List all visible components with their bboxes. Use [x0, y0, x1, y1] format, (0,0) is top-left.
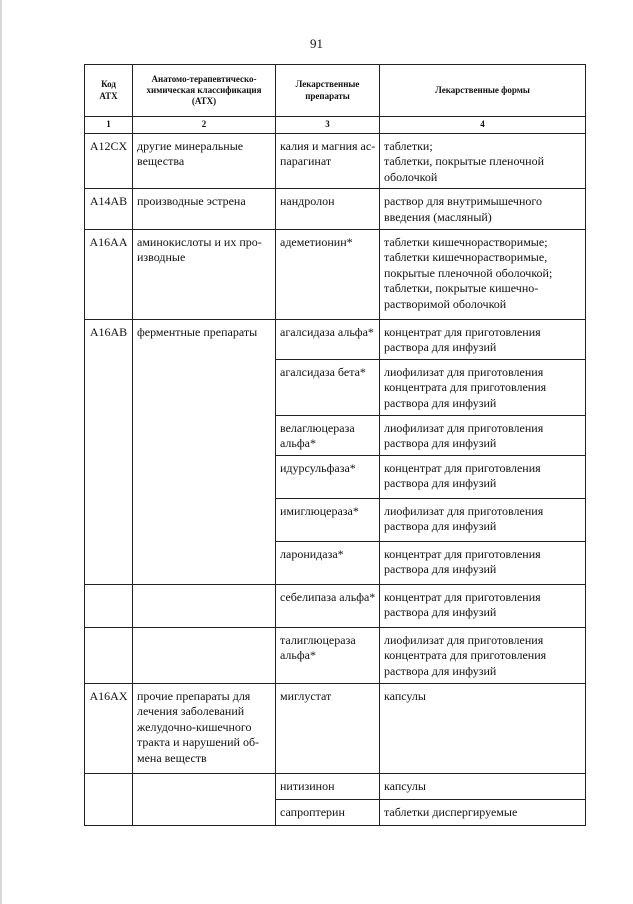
cell-text-line: желудочно-кишечного — [137, 719, 252, 734]
cell-text-line: мена веществ — [137, 750, 207, 765]
atx-code-cell: A16AA — [85, 229, 133, 319]
drug-name-cell — [276, 541, 380, 584]
dosage-form-cell — [380, 455, 586, 498]
cell-text-line: лиофилизат для приготовления — [384, 632, 544, 647]
cell-text-line: имиглюцераза* — [280, 503, 359, 518]
header-text: химическая классификация — [146, 84, 262, 95]
atx-code-cell: A14AB — [85, 189, 133, 229]
atx-code-cell: A12CX — [85, 133, 133, 189]
cell-text-line: талиглюцераза — [280, 632, 356, 647]
cell-text-line: таблетки, покрытые пленочной — [384, 154, 545, 169]
cell-text-line: раствора для инфузий — [384, 605, 497, 620]
cell-text-line: альфа* — [280, 436, 316, 451]
drug-name-cell — [276, 498, 380, 541]
table-row — [85, 189, 586, 229]
atx-code-cell — [85, 584, 133, 627]
header-text: АТХ — [99, 90, 118, 101]
dosage-form-cell — [380, 359, 586, 415]
classification-cell — [133, 189, 276, 229]
cell-text-line: велаглюцераза — [280, 420, 355, 435]
cell-text-line: себелипаза альфа* — [280, 589, 376, 604]
header-text: Лекарственные — [295, 79, 360, 90]
atx-code-cell — [85, 627, 133, 683]
column-number: 2 — [133, 117, 276, 134]
dosage-form-cell — [380, 133, 586, 189]
dosage-form-cell — [380, 319, 586, 359]
cell-text-line: раствора для инфузий — [384, 519, 497, 534]
atx-code-cell: A16AX — [85, 683, 133, 773]
cell-text-line: нандролон — [280, 194, 335, 209]
cell-text-line: лиофилизат для приготовления — [384, 420, 544, 435]
atx-table — [84, 64, 586, 826]
cell-text-line: парагинат — [280, 154, 332, 169]
column-number: 4 — [380, 117, 586, 134]
classification-cell — [133, 319, 276, 584]
dosage-form-cell — [380, 541, 586, 584]
table-header — [85, 65, 586, 134]
cell-text-line: раствора для инфузий — [384, 436, 497, 451]
classification-cell — [133, 683, 276, 773]
cell-text-line: миглустат — [280, 688, 332, 703]
classification-cell — [133, 627, 276, 683]
table-row — [85, 584, 586, 627]
cell-text-line: таблетки кишечнорастворимые; — [384, 234, 548, 249]
drug-name-cell — [276, 455, 380, 498]
table-row — [85, 133, 586, 189]
drug-name-cell — [276, 773, 380, 799]
atx-code-cell: A16AB — [85, 319, 133, 584]
cell-text-line: растворимой оболочкой — [384, 297, 507, 312]
dosage-form-cell — [380, 415, 586, 455]
cell-text-line: нитизинон — [280, 778, 335, 793]
header-forms — [380, 65, 586, 117]
drug-name-cell — [276, 359, 380, 415]
column-number: 1 — [85, 117, 133, 134]
cell-text-line: другие минеральные — [137, 138, 244, 153]
cell-text-line: таблетки, покрытые кишечно- — [384, 281, 539, 296]
cell-text-line: тракта и нарушений об- — [137, 735, 260, 750]
cell-text-line: концентрат для приготовления — [384, 460, 541, 475]
header-drugs — [276, 65, 380, 117]
cell-text-line: калия и магния ас- — [280, 138, 376, 153]
column-number: 3 — [276, 117, 380, 134]
drug-name-cell — [276, 683, 380, 773]
table-row — [85, 773, 586, 799]
dosage-form-cell — [380, 229, 586, 319]
header-classification — [133, 65, 276, 117]
cell-text-line: таблетки кишечнорастворимые, — [384, 250, 548, 265]
cell-text-line: лечения заболеваний — [137, 704, 245, 719]
dosage-form-cell — [380, 498, 586, 541]
classification-cell — [133, 773, 276, 825]
classification-cell — [133, 584, 276, 627]
drug-name-cell — [276, 799, 380, 825]
table-row — [85, 319, 586, 359]
cell-text-line: введения (масляный) — [384, 210, 492, 225]
table-row — [85, 229, 586, 319]
cell-text-line: вещества — [137, 154, 185, 169]
cell-text-line: раствора для инфузий — [384, 562, 497, 577]
cell-text-line: концентрата для приготовления — [384, 380, 547, 395]
cell-text-line: альфа* — [280, 648, 316, 663]
cell-text-line: агалсидаза альфа* — [280, 324, 374, 339]
cell-text-line: капсулы — [384, 778, 426, 793]
cell-text-line: раствора для инфузий — [384, 340, 497, 355]
drug-name-cell — [276, 627, 380, 683]
drug-name-cell — [276, 133, 380, 189]
cell-text-line: концентрат для приготовления — [384, 546, 541, 561]
cell-text-line: лиофилизат для приготовления — [384, 364, 544, 379]
cell-text-line: капсулы — [384, 688, 426, 703]
cell-text-line: сапроптерин — [280, 804, 345, 819]
cell-text-line: адеметионин* — [280, 234, 353, 249]
classification-cell — [133, 229, 276, 319]
dosage-form-cell — [380, 584, 586, 627]
cell-text-line: аминокислоты и их про- — [137, 234, 262, 249]
cell-text-line: концентрат для приготовления — [384, 589, 541, 604]
cell-text-line: агалсидаза бета* — [280, 364, 366, 379]
page-number: 91 — [310, 36, 323, 51]
table-row — [85, 683, 586, 773]
dosage-form-cell — [380, 627, 586, 683]
cell-text-line: лиофилизат для приготовления — [384, 503, 544, 518]
header-text: препараты — [305, 90, 350, 101]
classification-cell — [133, 133, 276, 189]
atx-code-cell — [85, 773, 133, 825]
cell-text-line: оболочкой — [384, 169, 438, 184]
cell-text-line: таблетки; — [384, 138, 433, 153]
table-row — [85, 627, 586, 683]
dosage-form-cell — [380, 773, 586, 799]
drug-name-cell — [276, 189, 380, 229]
header-text: Лекарственные формы — [435, 84, 530, 95]
cell-text-line: таблетки диспергируемые — [384, 804, 518, 819]
column-number-row — [85, 117, 586, 134]
dosage-form-cell — [380, 683, 586, 773]
dosage-form-cell — [380, 189, 586, 229]
dosage-form-cell — [380, 799, 586, 825]
drug-name-cell — [276, 319, 380, 359]
cell-text-line: ферментные препараты — [137, 324, 258, 339]
header-code — [85, 65, 133, 117]
drug-name-cell — [276, 584, 380, 627]
cell-text-line: концентрата для приготовления — [384, 648, 547, 663]
cell-text-line: раствор для внутримышечного — [384, 194, 542, 209]
header-text: (АТХ) — [191, 96, 217, 107]
page-left-edge — [0, 0, 2, 904]
cell-text-line: идурсульфаза* — [280, 460, 356, 475]
cell-text-line: раствора для инфузий — [384, 664, 497, 678]
drug-name-cell — [276, 415, 380, 455]
cell-text-line: раствора для инфузий — [384, 476, 497, 491]
header-text: Код — [101, 79, 116, 90]
table-body — [85, 133, 586, 825]
cell-text-line: покрытые пленочной оболочкой; — [384, 265, 553, 280]
header-text: Анатомо-терапевтическо- — [151, 73, 257, 84]
cell-text-line: прочие препараты для — [137, 688, 251, 703]
cell-text-line: изводные — [137, 250, 186, 265]
cell-text-line: ларонидаза* — [280, 546, 344, 561]
cell-text-line: раствора для инфузий — [384, 396, 497, 411]
cell-text-line: производные эстрена — [137, 194, 246, 209]
drug-name-cell — [276, 229, 380, 319]
cell-text-line: концентрат для приготовления — [384, 324, 541, 339]
